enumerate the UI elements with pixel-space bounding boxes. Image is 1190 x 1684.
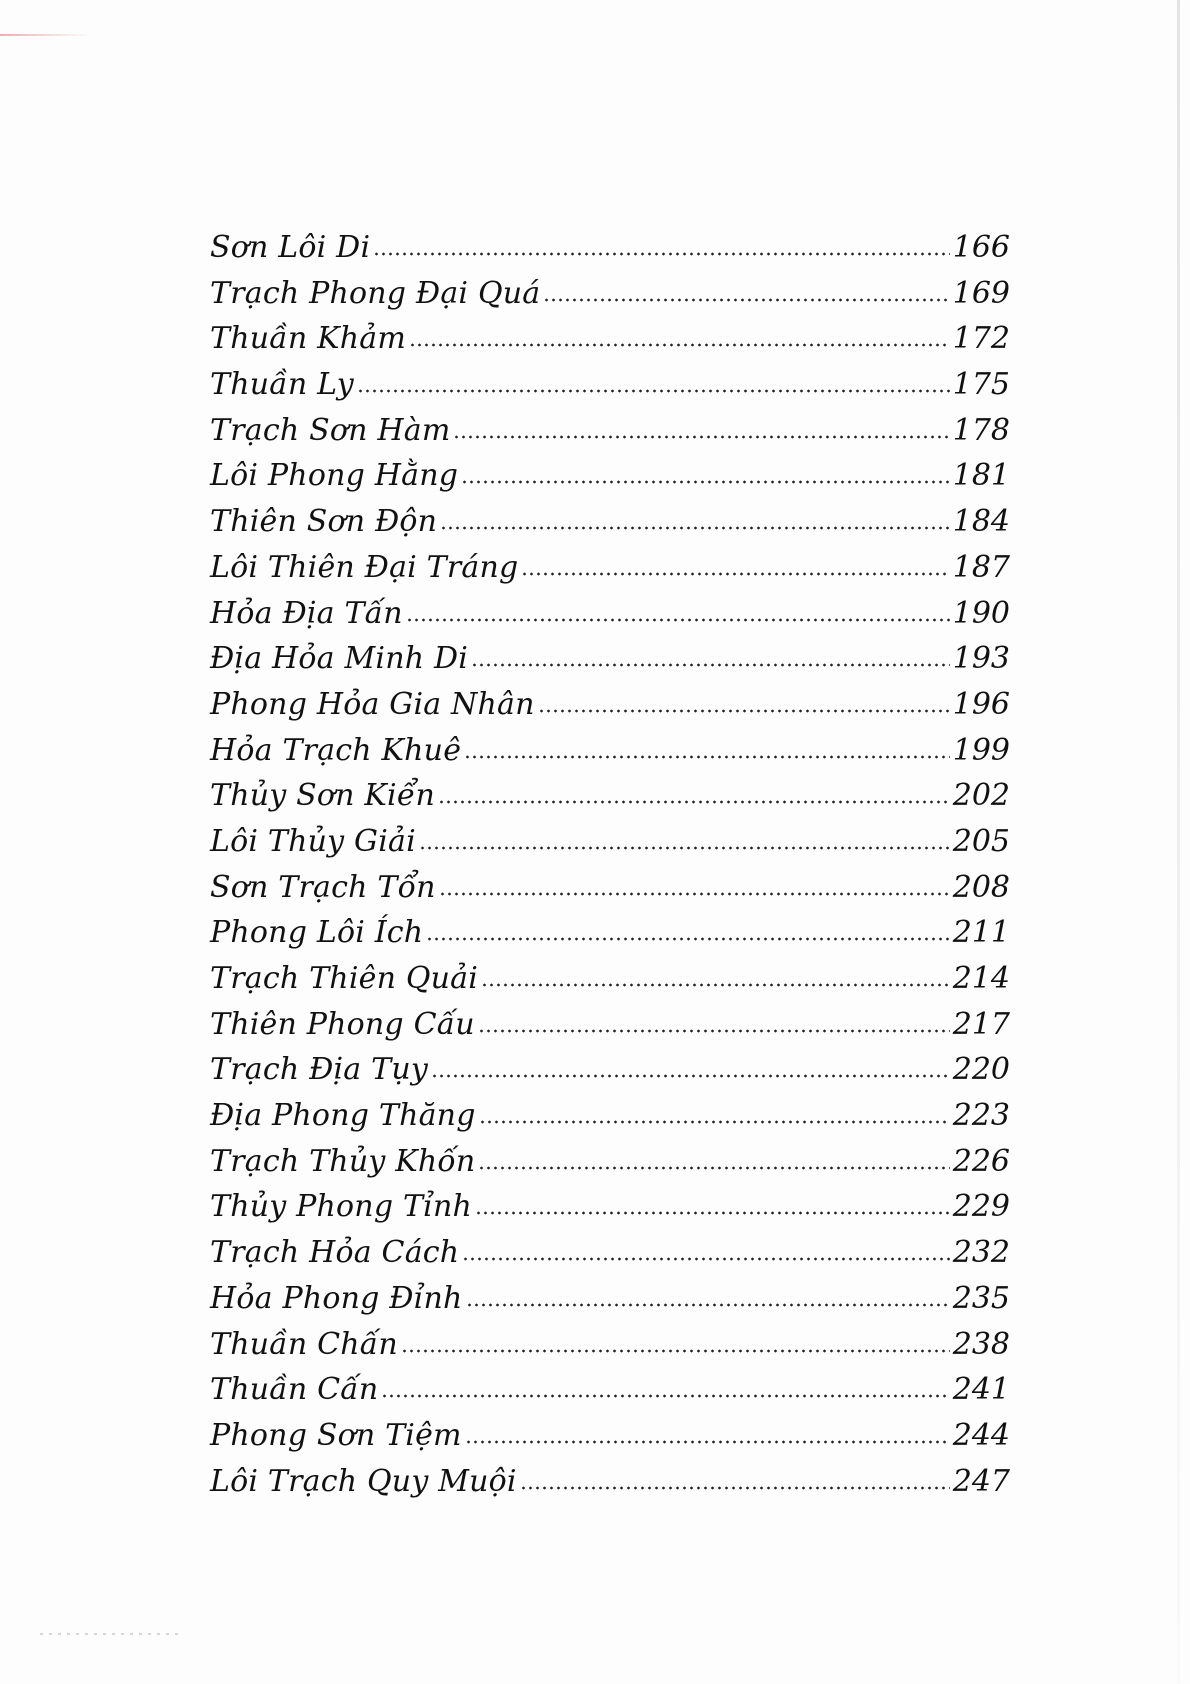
toc-entry-page-number: 235 <box>952 1280 1010 1316</box>
toc-dot-leader <box>381 1393 949 1399</box>
toc-entry <box>210 1413 1010 1459</box>
toc-dot-leader <box>438 799 950 805</box>
scan-edge-mark <box>0 34 90 36</box>
toc-entry-page-number: 232 <box>952 1235 1010 1271</box>
toc-entry <box>210 499 1010 545</box>
toc-entry <box>210 865 1010 911</box>
toc-entry <box>210 225 1010 271</box>
toc-entry-page-number: 211 <box>952 915 1010 951</box>
toc-entry-title: Phong Hỏa Gia Nhân <box>210 686 535 722</box>
toc-entry-title: Lôi Thủy Giải <box>210 823 416 859</box>
toc-entry-page-number: 247 <box>952 1463 1010 1499</box>
toc-entry-title: Sơn Lôi Di <box>210 230 371 265</box>
toc-entry-title: Hỏa Địa Tấn <box>210 595 403 631</box>
toc-entry-title: Phong Lôi Ích <box>210 915 424 951</box>
toc-entry-title: Thủy Phong Tỉnh <box>210 1189 473 1225</box>
toc-entry-page-number: 238 <box>952 1326 1010 1362</box>
toc-dot-leader <box>521 571 949 577</box>
toc-dot-leader <box>453 434 949 440</box>
toc-entry <box>210 636 1010 682</box>
toc-entry-title: Phong Sơn Tiệm <box>210 1417 462 1453</box>
toc-entry-title: Hỏa Phong Đỉnh <box>210 1280 463 1316</box>
toc-entry-page-number: 187 <box>952 549 1010 585</box>
toc-entry-title: Địa Phong Thăng <box>210 1098 476 1134</box>
toc-entry-page-number: 199 <box>952 732 1010 768</box>
toc-entry <box>210 1322 1010 1368</box>
toc-entry <box>210 362 1010 408</box>
toc-entry-title: Thiên Phong Cấu <box>210 1006 475 1042</box>
toc-entry <box>210 545 1010 591</box>
toc-dot-leader <box>538 708 950 714</box>
toc-entry-page-number: 166 <box>952 230 1010 265</box>
toc-dot-leader <box>543 297 949 303</box>
toc-dot-leader <box>465 1439 950 1445</box>
toc-entry-page-number: 190 <box>952 595 1010 631</box>
toc-dot-leader <box>419 845 950 851</box>
toc-entry-title: Thuần Chấn <box>210 1326 398 1362</box>
toc-entry-page-number: 226 <box>952 1143 1010 1179</box>
toc-entry <box>210 728 1010 774</box>
toc-entry-title: Thiên Sơn Độn <box>210 504 438 540</box>
toc-dot-leader <box>373 251 950 257</box>
toc-entry <box>210 316 1010 362</box>
toc-entry-page-number: 193 <box>952 641 1010 677</box>
toc-entry <box>210 819 1010 865</box>
toc-entry-title: Thủy Sơn Kiển <box>210 778 435 814</box>
toc-entry <box>210 1276 1010 1322</box>
toc-entry-title: Trạch Sơn Hàm <box>210 412 451 448</box>
toc-entry <box>210 1367 1010 1413</box>
toc-dot-leader <box>475 1210 950 1216</box>
toc-dot-leader <box>481 982 950 988</box>
toc-entry <box>210 956 1010 1002</box>
toc-entry-title: Lôi Phong Hằng <box>210 458 459 494</box>
toc-dot-leader <box>464 754 950 760</box>
toc-dot-leader <box>461 479 950 485</box>
toc-entry-page-number: 241 <box>952 1372 1010 1408</box>
toc-dot-leader <box>401 1348 950 1354</box>
toc-entry-page-number: 196 <box>952 686 1010 722</box>
toc-entry-title: Trạch Hỏa Cách <box>210 1235 460 1271</box>
toc-dot-leader <box>406 617 950 623</box>
toc-dot-leader <box>409 342 950 348</box>
scan-speck <box>40 1633 180 1635</box>
scan-edge-shadow <box>1177 0 1180 1684</box>
toc-dot-leader <box>357 388 950 394</box>
toc-entry-page-number: 169 <box>952 275 1010 311</box>
toc-entry-page-number: 184 <box>952 504 1010 540</box>
toc-entry-page-number: 208 <box>952 869 1010 905</box>
toc-entry-title: Trạch Địa Tụy <box>210 1052 429 1088</box>
toc-entry-page-number: 172 <box>952 321 1010 357</box>
toc-entry-title: Thuần Ly <box>210 367 354 403</box>
toc-dot-leader <box>479 1119 950 1125</box>
toc-entry-title: Lôi Thiên Đại Tráng <box>210 549 519 585</box>
toc-entry <box>210 910 1010 956</box>
toc-entry-title: Hỏa Trạch Khuê <box>210 732 462 768</box>
toc-entry-title: Lôi Trạch Quy Muội <box>210 1463 517 1499</box>
toc-entry <box>210 1047 1010 1093</box>
toc-dot-leader <box>466 1302 950 1308</box>
toc-entry <box>210 1459 1010 1505</box>
toc-entry-title: Sơn Trạch Tổn <box>210 869 436 905</box>
toc-dot-leader <box>520 1485 950 1491</box>
toc-entry-title: Trạch Thủy Khốn <box>210 1143 476 1179</box>
toc-entry-page-number: 223 <box>952 1098 1010 1134</box>
toc-entry-page-number: 175 <box>952 367 1010 403</box>
toc-dot-leader <box>462 1256 949 1262</box>
toc-entry-title: Địa Hỏa Minh Di <box>210 641 469 677</box>
toc-entry-page-number: 205 <box>952 823 1010 859</box>
toc-dot-leader <box>426 936 949 942</box>
toc-entry-page-number: 229 <box>952 1189 1010 1225</box>
toc-entry <box>210 453 1010 499</box>
toc-dot-leader <box>478 1028 950 1034</box>
toc-entry-title: Trạch Thiên Quải <box>210 961 479 996</box>
toc-entry <box>210 682 1010 728</box>
toc-entry-page-number: 181 <box>952 458 1010 494</box>
toc-entry-page-number: 220 <box>952 1052 1010 1088</box>
toc-entry <box>210 1230 1010 1276</box>
toc-entry-page-number: 178 <box>952 412 1010 448</box>
toc-dot-leader <box>478 1165 949 1171</box>
toc-entry-page-number: 214 <box>952 961 1010 996</box>
toc-entry-title: Trạch Phong Đại Quá <box>210 275 541 311</box>
toc-entry <box>210 1139 1010 1185</box>
toc-entry <box>210 1093 1010 1139</box>
toc-entry <box>210 408 1010 454</box>
toc-dot-leader <box>439 891 950 897</box>
toc-dot-leader <box>440 525 950 531</box>
toc-entry-page-number: 217 <box>952 1006 1010 1042</box>
toc-dot-leader <box>471 662 950 668</box>
toc-entry-page-number: 202 <box>952 778 1010 814</box>
toc-entry <box>210 1002 1010 1048</box>
toc-entry-title: Thuần Khảm <box>210 321 406 357</box>
toc-entry <box>210 271 1010 317</box>
toc-entry <box>210 773 1010 819</box>
table-of-contents <box>210 225 1010 1504</box>
toc-entry <box>210 591 1010 637</box>
toc-entry <box>210 1184 1010 1230</box>
toc-entry-title: Thuần Cấn <box>210 1372 379 1408</box>
toc-dot-leader <box>431 1073 950 1079</box>
toc-entry-page-number: 244 <box>952 1417 1010 1453</box>
